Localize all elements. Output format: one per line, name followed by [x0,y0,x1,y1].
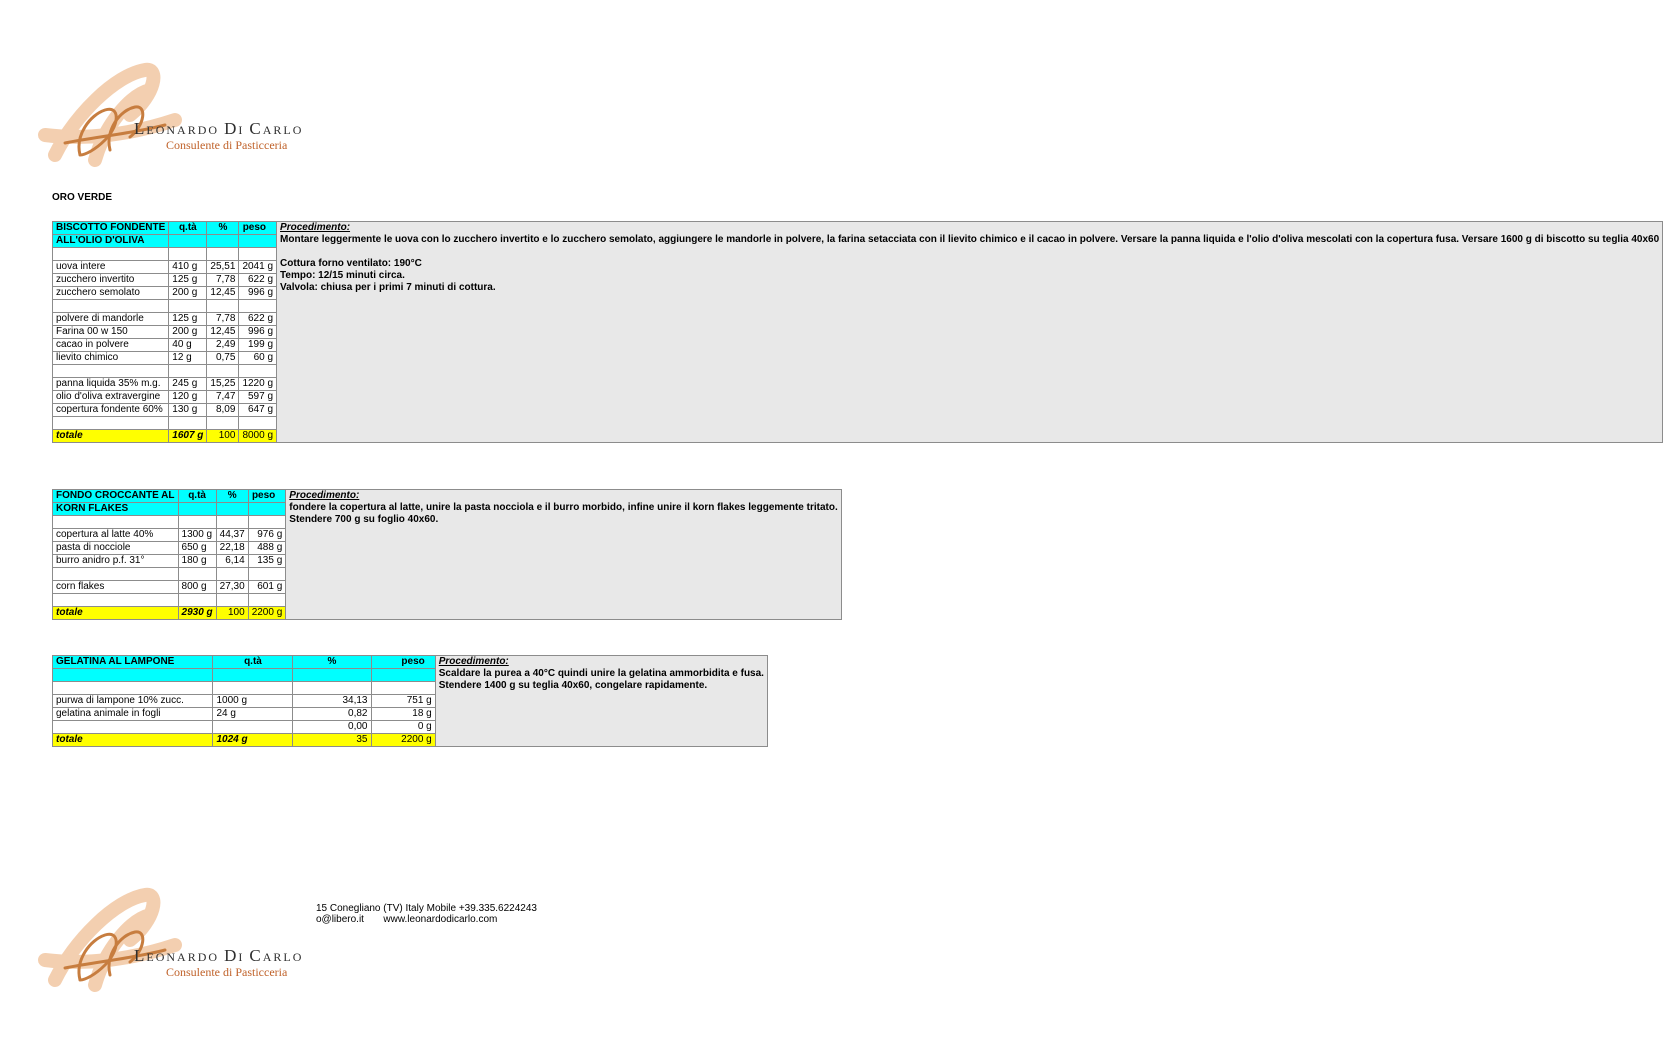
ingredient-peso: 622 g [239,274,277,287]
procedure-paragraph: Valvola: chiusa per i primi 7 minuti di cottura. [280,282,496,293]
ingredient-peso: 622 g [239,313,277,326]
ingredient-peso [248,594,286,607]
ingredient-name: gelatina animale in fogli [53,708,213,721]
ingredient-name: purwa di lampone 10% zucc. [53,695,213,708]
ingredient-qty: 200 g [169,326,207,339]
column-header-peso: peso [371,656,435,669]
ingredient-peso: 751 g [371,695,435,708]
recipe-header-row [53,656,768,669]
header-spacer [371,669,435,682]
header-spacer [293,669,371,682]
ingredient-name [53,300,169,313]
procedure-paragraph: Tempo: 12/15 minuti circa. [280,270,405,281]
total-label: totale [53,430,169,443]
procedure-text [280,234,1659,294]
ingredient-name: olio d'oliva extravergine [53,391,169,404]
ingredient-peso: 60 g [239,352,277,365]
ingredient-name [53,365,169,378]
ingredient-qty [213,682,293,695]
ingredient-qty: 120 g [169,391,207,404]
recipe-name-line2: KORN FLAKES [53,503,179,516]
ingredient-pct: 7,78 [207,274,239,287]
ingredient-peso [239,248,277,261]
ingredient-qty: 12 g [169,352,207,365]
ingredient-peso [248,568,286,581]
procedure-title: Procedimento: [438,656,509,667]
ingredient-peso: 597 g [239,391,277,404]
recipe-table-fondo [52,489,842,620]
ingredient-name: copertura fondente 60% [53,404,169,417]
total-qty: 1607 g [169,430,207,443]
ingredient-qty [169,300,207,313]
ingredient-name [53,417,169,430]
column-header-peso: peso [239,222,277,235]
ingredient-peso: 199 g [239,339,277,352]
brand-name: LEONARDO DI CARLO [134,946,304,965]
ingredient-qty: 650 g [178,542,216,555]
recipe-name-line2 [53,669,213,682]
ingredient-pct [293,682,371,695]
procedure-title: Procedimento: [289,490,360,501]
brand-monogram-icon [35,880,185,1000]
total-qty: 2930 g [178,607,216,620]
ingredient-pct: 6,14 [216,555,248,568]
ingredient-peso [239,300,277,313]
procedure-paragraph: Scaldare la purea a 40°C quindi unire la gelatina ammorbidita e fusa. [438,668,764,679]
ingredient-qty [169,417,207,430]
column-header-pct: % [207,222,239,235]
ingredient-name: copertura al latte 40% [53,529,179,542]
ingredient-pct: 12,45 [207,287,239,300]
brand-monogram-icon [35,55,185,175]
ingredient-name [53,248,169,261]
ingredient-peso: 996 g [239,326,277,339]
ingredient-pct [216,568,248,581]
recipe-name: GELATINA AL LAMPONE [53,656,213,669]
procedure-paragraph: Montare leggermente le uova con lo zucchero invertito e lo zucchero semolato, aggiungere le mandorle in polvere, la farina setacciata con il lievito chimico e il cacao in polvere. Versare la panna liquida e l'olio d'oliva mescolati con la copertura fusa. Versare 1600 g di biscotto su teglia 40x60 [280,234,1660,245]
ingredient-name [53,516,179,529]
ingredient-name: uova intere [53,261,169,274]
ingredient-pct: 0,82 [293,708,371,721]
ingredient-peso: 996 g [239,287,277,300]
ingredient-qty: 24 g [213,708,293,721]
ingredient-peso: 0 g [371,721,435,734]
ingredient-peso: 976 g [248,529,286,542]
procedure-cell [286,490,841,620]
ingredient-qty [169,248,207,261]
ingredient-pct: 8,09 [207,404,239,417]
total-peso: 2200 g [248,607,286,620]
procedure-title: Procedimento: [280,222,351,233]
ingredient-pct: 12,45 [207,326,239,339]
ingredient-peso: 488 g [248,542,286,555]
ingredient-peso [248,516,286,529]
ingredient-pct: 7,47 [207,391,239,404]
ingredient-pct: 0,75 [207,352,239,365]
recipe-table-biscotto [52,221,1663,443]
ingredient-pct: 15,25 [207,378,239,391]
ingredient-peso: 601 g [248,581,286,594]
ingredient-qty [178,568,216,581]
ingredient-pct: 7,78 [207,313,239,326]
ingredient-pct: 0,00 [293,721,371,734]
ingredient-qty: 180 g [178,555,216,568]
recipe-header-row [53,222,1663,235]
procedure-paragraph: Stendere 700 g su foglio 40x60. [289,514,439,525]
total-label: totale [53,734,213,747]
ingredient-name: panna liquida 35% m.g. [53,378,169,391]
procedure-cell [277,222,1663,443]
ingredient-name: lievito chimico [53,352,169,365]
ingredient-qty: 245 g [169,378,207,391]
ingredient-qty [213,721,293,734]
total-peso: 2200 g [371,734,435,747]
ingredient-pct [207,417,239,430]
ingredient-name [53,594,179,607]
brand-logo-bottom [0,880,420,1050]
ingredient-peso [239,365,277,378]
ingredient-name: Farina 00 w 150 [53,326,169,339]
ingredient-peso [371,682,435,695]
header-spacer [239,235,277,248]
ingredient-name: polvere di mandorle [53,313,169,326]
ingredient-qty [169,365,207,378]
ingredient-pct [216,516,248,529]
procedure-text [289,502,837,526]
ingredient-qty [178,594,216,607]
procedure-paragraph: Stendere 1400 g su teglia 40x60, congelare rapidamente. [438,680,708,691]
ingredient-peso: 18 g [371,708,435,721]
procedure-cell [435,656,767,747]
procedure-text [439,668,764,692]
ingredient-name [53,721,213,734]
recipe-header-row [53,490,842,503]
ingredient-qty: 125 g [169,274,207,287]
ingredient-name [53,568,179,581]
header-spacer [178,503,216,516]
document-title: ORO VERDE [52,192,113,203]
total-qty: 1024 g [213,734,293,747]
total-label: totale [53,607,179,620]
ingredient-peso: 1220 g [239,378,277,391]
ingredient-pct [216,594,248,607]
ingredient-peso: 2041 g [239,261,277,274]
ingredient-pct [207,365,239,378]
column-header-qty: q.tà [213,656,293,669]
header-spacer [248,503,286,516]
total-pct: 100 [207,430,239,443]
ingredient-qty: 800 g [178,581,216,594]
procedure-paragraph [280,246,1659,258]
ingredient-name: zucchero invertito [53,274,169,287]
ingredient-qty: 410 g [169,261,207,274]
column-header-pct: % [216,490,248,503]
column-header-qty: q.tà [169,222,207,235]
ingredient-name: burro anidro p.f. 31° [53,555,179,568]
recipe-name: FONDO CROCCANTE AL [53,490,179,503]
ingredient-name [53,682,213,695]
ingredient-pct [207,248,239,261]
ingredient-pct: 25,51 [207,261,239,274]
ingredient-pct: 22,18 [216,542,248,555]
header-spacer [216,503,248,516]
ingredient-pct: 44,37 [216,529,248,542]
ingredient-qty [178,516,216,529]
recipe-name-line2: ALL'OLIO D'OLIVA [53,235,169,248]
header-spacer [213,669,293,682]
ingredient-qty: 1000 g [213,695,293,708]
ingredient-peso: 135 g [248,555,286,568]
total-peso: 8000 g [239,430,277,443]
ingredient-name: pasta di nocciole [53,542,179,555]
header-spacer [207,235,239,248]
ingredient-pct: 2,49 [207,339,239,352]
ingredient-name: corn flakes [53,581,179,594]
brand-subtitle: Consulente di Pasticceria [166,138,288,152]
ingredient-peso: 647 g [239,404,277,417]
total-pct: 100 [216,607,248,620]
recipe-table-gelatina [52,655,768,747]
column-header-pct: % [293,656,371,669]
ingredient-qty: 1300 g [178,529,216,542]
column-header-peso: peso [248,490,286,503]
brand-subtitle: Consulente di Pasticceria [166,965,288,979]
ingredient-qty: 125 g [169,313,207,326]
ingredient-qty: 40 g [169,339,207,352]
column-header-qty: q.tà [178,490,216,503]
ingredient-name: zucchero semolato [53,287,169,300]
total-pct: 35 [293,734,371,747]
procedure-paragraph: Cottura forno ventilato: 190°C [280,258,422,269]
ingredient-qty: 200 g [169,287,207,300]
header-spacer [169,235,207,248]
recipe-name: BISCOTTO FONDENTE [53,222,169,235]
ingredient-peso [239,417,277,430]
ingredient-pct: 34,13 [293,695,371,708]
ingredient-name: cacao in polvere [53,339,169,352]
ingredient-pct [207,300,239,313]
brand-name: LEONARDO DI CARLO [134,119,304,138]
footer-web: o@libero.it www.leonardodicarlo.com [316,914,498,925]
ingredient-qty: 130 g [169,404,207,417]
footer-address: 15 Conegliano (TV) Italy Mobile +39.335.6224243 [316,903,537,914]
ingredient-pct: 27,30 [216,581,248,594]
procedure-paragraph: fondere la copertura al latte, unire la pasta nocciola e il burro morbido, infine unire il korn flakes leggemente tritato. [289,502,838,513]
